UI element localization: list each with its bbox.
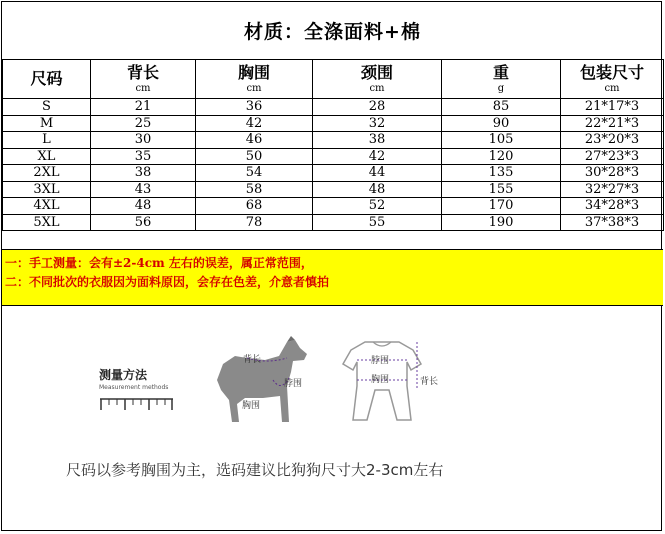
garment-label-chest: 胸围 — [371, 375, 390, 385]
cell-size: L — [3, 132, 91, 149]
method-title: 测量方法 — [99, 368, 148, 382]
cell-neck: 32 — [313, 115, 442, 132]
cell-neck: 44 — [313, 165, 442, 182]
cell-size: XL — [3, 148, 91, 165]
table-row — [3, 115, 664, 132]
header-size: 尺码 — [3, 60, 91, 99]
cell-package-size: 23*20*3 — [561, 132, 664, 149]
table-header-row — [3, 60, 664, 99]
cell-package-size: 30*28*3 — [561, 165, 664, 182]
cell-package-size: 27*23*3 — [561, 148, 664, 165]
cell-back-length: 56 — [91, 214, 196, 231]
cell-chest: 54 — [196, 165, 313, 182]
cell-back-length: 43 — [91, 181, 196, 198]
cell-back-length: 38 — [91, 165, 196, 182]
table-row — [3, 132, 664, 149]
cell-size: M — [3, 115, 91, 132]
size-chart — [1, 1, 662, 531]
cell-chest: 58 — [196, 181, 313, 198]
garment-label-neck: 脖围 — [371, 356, 390, 366]
cell-chest: 36 — [196, 99, 313, 116]
cell-package-size: 21*17*3 — [561, 99, 664, 116]
cell-weight: 105 — [442, 132, 561, 149]
dog-label-chest: 胸围 — [242, 401, 261, 411]
ruler-icon — [99, 396, 174, 412]
cell-back-length: 25 — [91, 115, 196, 132]
size-table — [2, 59, 664, 231]
table-row — [3, 198, 664, 215]
header-chest: 胸围 cm — [196, 60, 313, 99]
note-banner — [2, 249, 663, 306]
cell-weight: 120 — [442, 148, 561, 165]
table-row — [3, 148, 664, 165]
cell-size: 3XL — [3, 181, 91, 198]
cell-weight: 135 — [442, 165, 561, 182]
cell-weight: 190 — [442, 214, 561, 231]
cell-back-length: 48 — [91, 198, 196, 215]
table-row — [3, 214, 664, 231]
cell-package-size: 34*28*3 — [561, 198, 664, 215]
cell-package-size: 32*27*3 — [561, 181, 664, 198]
cell-chest: 78 — [196, 214, 313, 231]
cell-chest: 42 — [196, 115, 313, 132]
cell-chest: 50 — [196, 148, 313, 165]
cell-neck: 48 — [313, 181, 442, 198]
cell-back-length: 30 — [91, 132, 196, 149]
method-subtitle: Measurement methods — [99, 384, 169, 391]
cell-weight: 90 — [442, 115, 561, 132]
material-title: 材质：全涤面料+棉 — [2, 2, 663, 60]
cell-neck: 38 — [313, 132, 442, 149]
cell-neck: 28 — [313, 99, 442, 116]
measurement-illustration — [2, 306, 663, 532]
cell-neck: 55 — [313, 214, 442, 231]
cell-size: 4XL — [3, 198, 91, 215]
note-line-2: 二：不同批次的衣服因为面料原因，会存在色差，介意者慎拍 — [5, 275, 330, 289]
cell-weight: 155 — [442, 181, 561, 198]
header-back-length: 背长 cm — [91, 60, 196, 99]
cell-neck: 42 — [313, 148, 442, 165]
cell-size: 5XL — [3, 214, 91, 231]
table-row — [3, 181, 664, 198]
cell-back-length: 35 — [91, 148, 196, 165]
cell-size: 2XL — [3, 165, 91, 182]
cell-package-size: 37*38*3 — [561, 214, 664, 231]
note-line-1: 一：手工测量：会有±2-4cm 左右的误差，属正常范围， — [5, 256, 313, 270]
table-row — [3, 165, 664, 182]
header-weight: 重 g — [442, 60, 561, 99]
size-advice: 尺码以参考胸围为主，选码建议比狗狗尺寸大2-3cm左右 — [66, 461, 444, 479]
cell-weight: 85 — [442, 99, 561, 116]
cell-size: S — [3, 99, 91, 116]
header-neck: 颈围 cm — [313, 60, 442, 99]
garment-label-back: 背长 — [420, 377, 439, 387]
cell-weight: 170 — [442, 198, 561, 215]
dog-label-neck: 脖围 — [284, 379, 303, 389]
table-row — [3, 99, 664, 116]
header-package-size: 包装尺寸 cm — [561, 60, 664, 99]
cell-neck: 52 — [313, 198, 442, 215]
method-heading — [99, 366, 168, 391]
cell-package-size: 22*21*3 — [561, 115, 664, 132]
dog-label-back: 背长 — [243, 355, 262, 365]
cell-back-length: 21 — [91, 99, 196, 116]
cell-chest: 68 — [196, 198, 313, 215]
cell-chest: 46 — [196, 132, 313, 149]
